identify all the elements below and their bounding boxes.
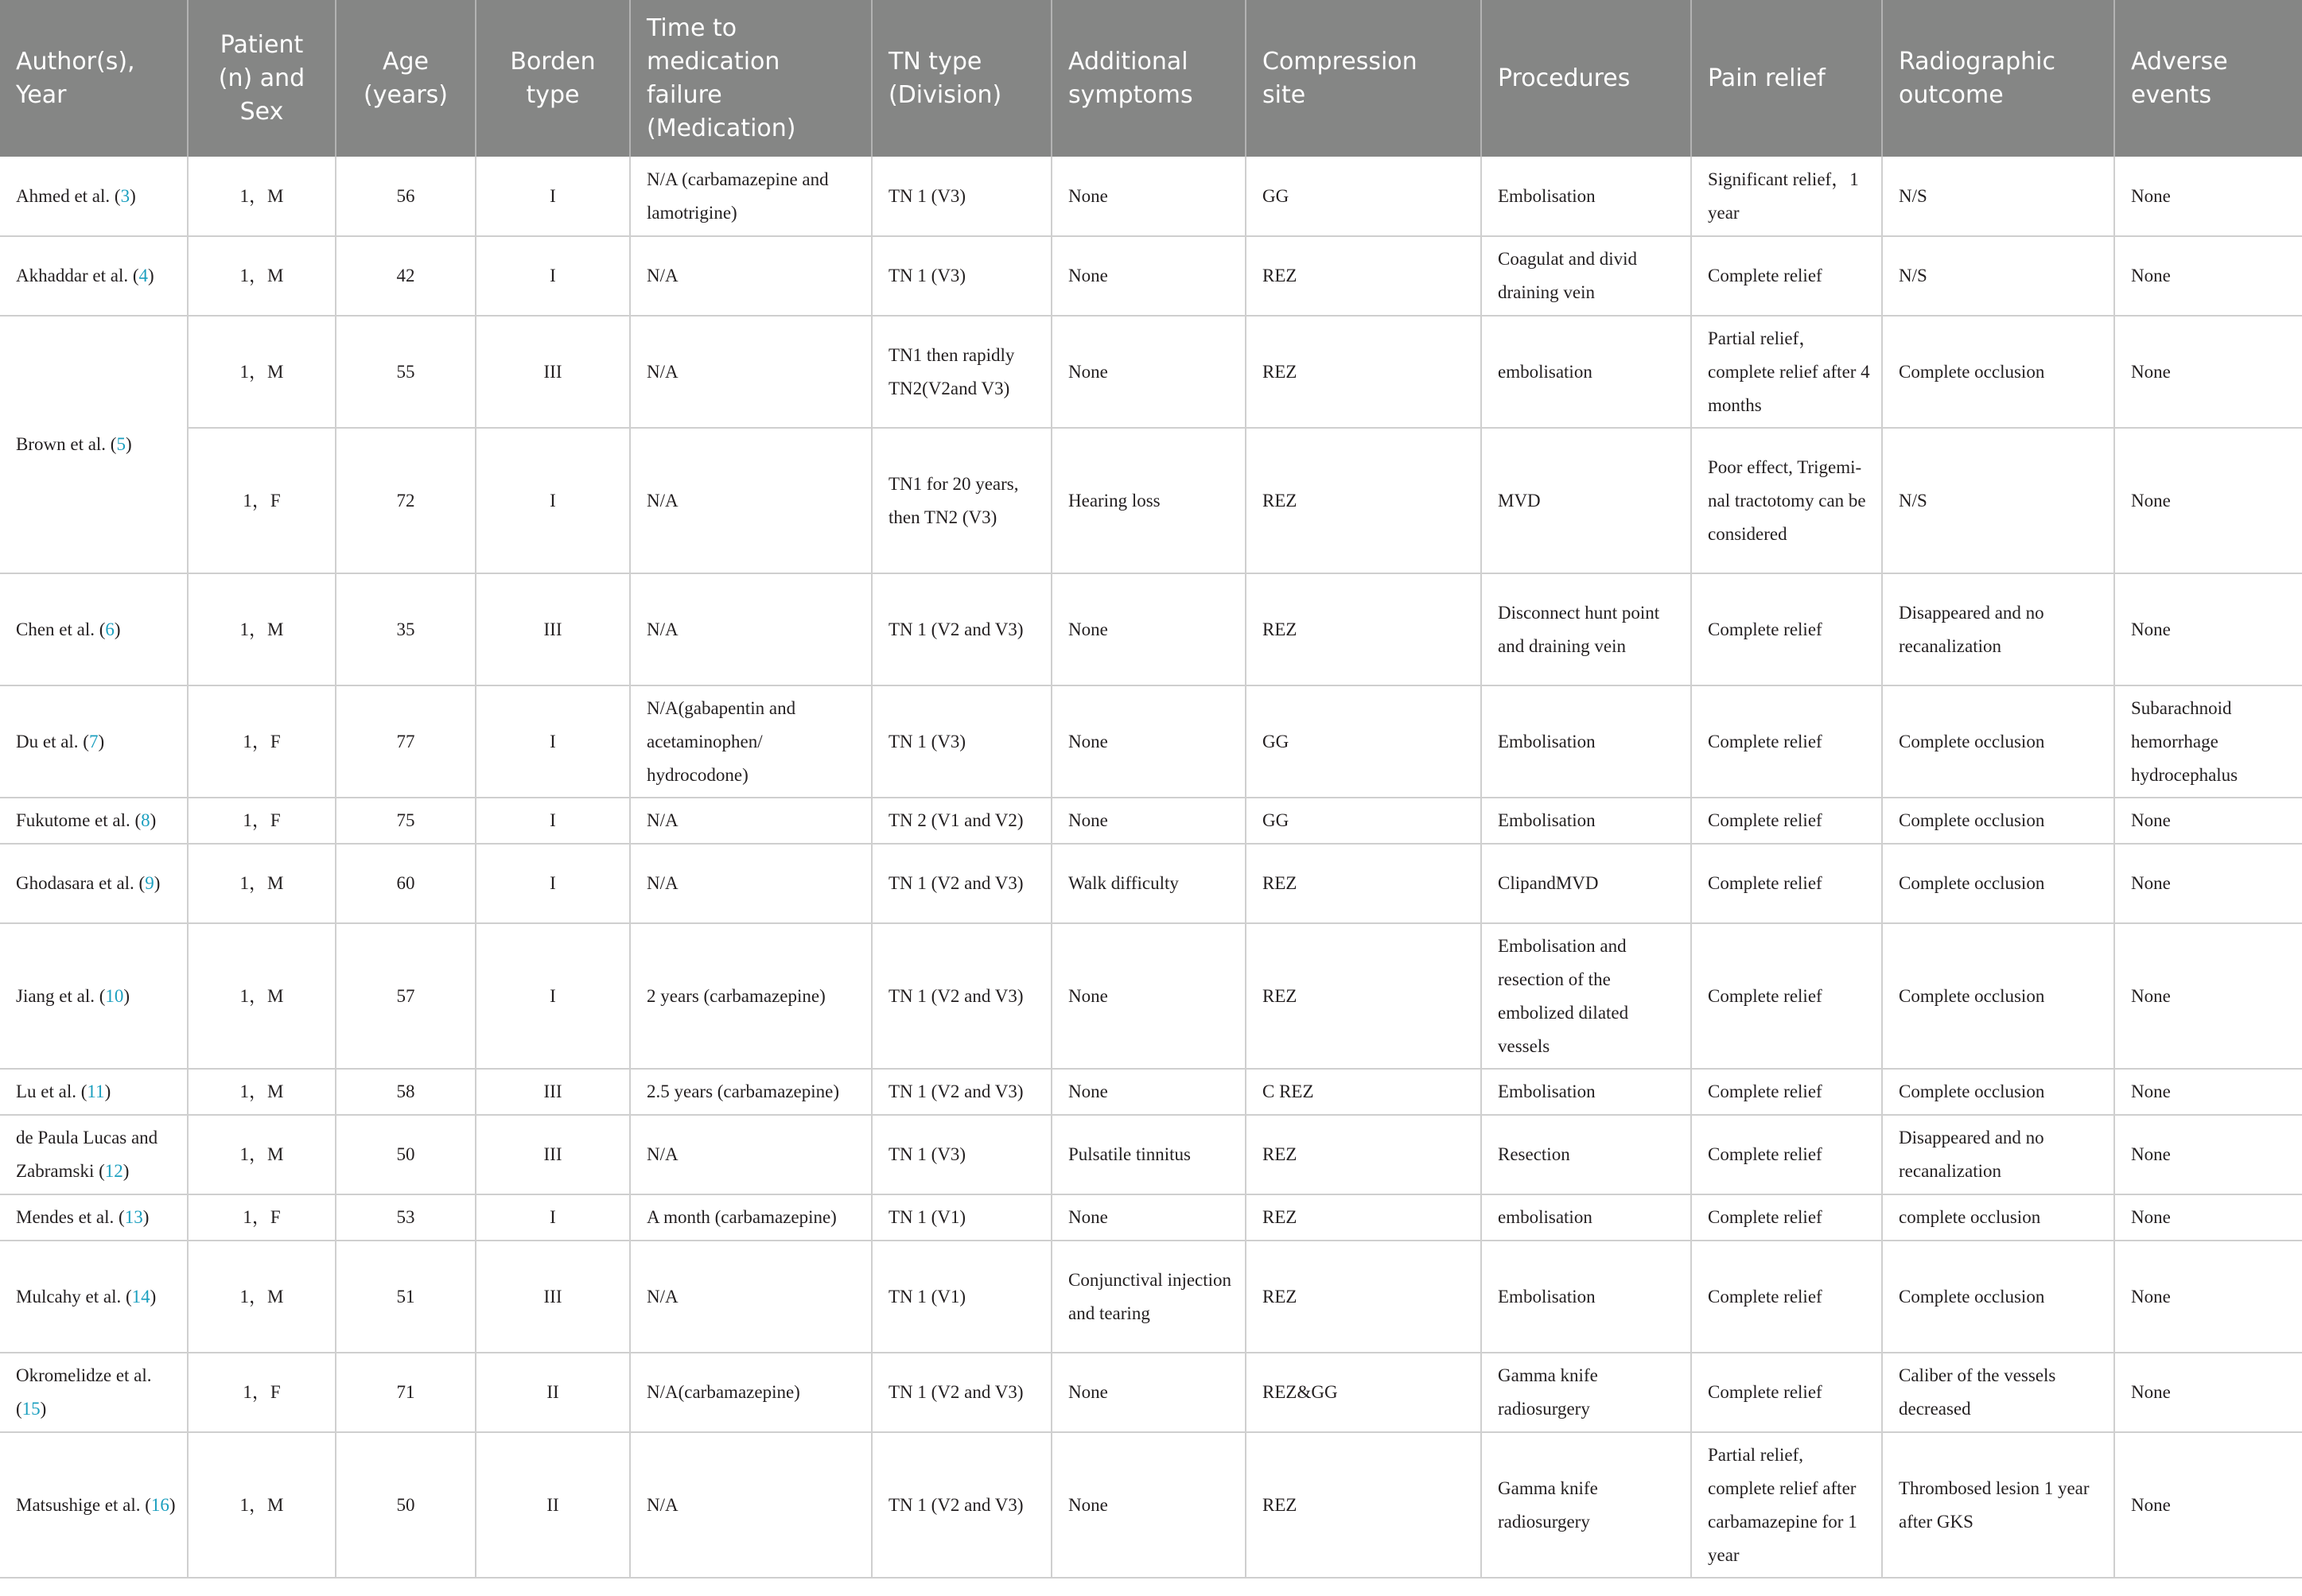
tn-cell: TN1 for 20 years, then TN2 (V3) [872, 428, 1052, 573]
author-cell [0, 1432, 188, 1578]
procedure-cell: Embolisation [1481, 157, 1691, 236]
age-cell: 50 [336, 1115, 476, 1194]
procedure-cell: ClipandMVD [1481, 844, 1691, 923]
author-name: Mendes et al. ( [16, 1207, 125, 1227]
procedure-cell: embolisation [1481, 316, 1691, 428]
pain-cell: Significant relief，1 year [1691, 157, 1882, 236]
author-paren: ) [130, 185, 136, 206]
table-row [0, 573, 2302, 685]
time-cell: N/A [630, 428, 872, 573]
author-paren: ) [148, 266, 154, 285]
adverse-cell: None [2114, 844, 2302, 923]
procedure-cell: MVD [1481, 428, 1691, 573]
patient-cell: 1，M [188, 1241, 336, 1353]
header-procedures-text: Procedures [1498, 64, 1631, 92]
tn-cell: TN 1 (V1) [872, 1194, 1052, 1241]
adverse-cell: None [2114, 1241, 2302, 1353]
reference-link[interactable]: 9 [145, 873, 154, 893]
time-cell: N/A [630, 844, 872, 923]
age-cell: 75 [336, 798, 476, 844]
header-radio-text: Radiographic outcome [1899, 47, 2055, 109]
tn-cell: TN 1 (V1) [872, 1241, 1052, 1353]
header-pain [1691, 0, 1882, 157]
pain-cell: Complete relief [1691, 798, 1882, 844]
pain-cell: Complete relief [1691, 685, 1882, 798]
procedure-cell: Embolisation [1481, 685, 1691, 798]
borden-cell: I [476, 844, 630, 923]
radio-cell: N/S [1882, 157, 2114, 236]
time-cell: N/A [630, 798, 872, 844]
borden-cell: III [476, 573, 630, 685]
table-row [0, 428, 2302, 573]
age-cell: 55 [336, 316, 476, 428]
symptoms-cell: None [1052, 1432, 1246, 1578]
symptoms-cell: None [1052, 316, 1246, 428]
site-cell: REZ [1246, 1432, 1481, 1578]
site-cell: REZ [1246, 428, 1481, 573]
time-cell: A month (carbamazepine) [630, 1194, 872, 1241]
tn-cell: TN 1 (V2 and V3) [872, 923, 1052, 1069]
symptoms-cell: None [1052, 685, 1246, 798]
author-name: Fukutome et al. ( [16, 810, 142, 830]
table-body [0, 157, 2302, 1578]
patient-cell: 1，M [188, 157, 336, 236]
site-cell: GG [1246, 798, 1481, 844]
borden-cell: III [476, 1115, 630, 1194]
age-cell: 72 [336, 428, 476, 573]
time-cell: 2 years (carbamazepine) [630, 923, 872, 1069]
adverse-cell: None [2114, 573, 2302, 685]
symptoms-cell: None [1052, 1194, 1246, 1241]
header-site-text: Compression site [1262, 47, 1417, 109]
radio-cell: Complete occlusion [1882, 798, 2114, 844]
tn-cell: TN 1 (V3) [872, 236, 1052, 316]
site-cell: REZ [1246, 316, 1481, 428]
pain-cell: Complete relief [1691, 923, 1882, 1069]
procedure-cell: Disconnect hunt point and draining vein [1481, 573, 1691, 685]
procedure-cell: Resection [1481, 1115, 1691, 1194]
time-cell: N/A(gabapentin and acetaminophen/ hydrocodone) [630, 685, 872, 798]
table-row [0, 316, 2302, 428]
radio-cell: Complete occlusion [1882, 1069, 2114, 1115]
symptoms-cell: None [1052, 1069, 1246, 1115]
author-name: Ghodasara et al. ( [16, 873, 146, 893]
age-cell: 35 [336, 573, 476, 685]
site-cell: REZ [1246, 1115, 1481, 1194]
table-row [0, 236, 2302, 316]
table-row [0, 1069, 2302, 1115]
age-cell: 57 [336, 923, 476, 1069]
tn-cell: TN 1 (V2 and V3) [872, 1432, 1052, 1578]
header-patient [188, 0, 336, 157]
table-row [0, 1194, 2302, 1241]
table-row [0, 157, 2302, 236]
header-adverse-text: Adverse events [2131, 47, 2228, 109]
author-name: Du et al. ( [16, 731, 89, 751]
author-paren: ) [122, 1161, 130, 1181]
symptoms-cell: None [1052, 157, 1246, 236]
site-cell: REZ [1246, 1241, 1481, 1353]
pain-cell: Complete relief [1691, 573, 1882, 685]
author-name: Jiang et al. ( [16, 985, 106, 1006]
tn-cell: TN 1 (V3) [872, 1115, 1052, 1194]
author-cell [0, 844, 188, 923]
adverse-cell: Subarachnoid hemorrhage hydrocephalus [2114, 685, 2302, 798]
procedure-cell: Gamma knife radiosurgery [1481, 1432, 1691, 1578]
reference-link[interactable]: 10 [105, 985, 124, 1006]
author-cell [0, 316, 188, 573]
site-cell: REZ [1246, 844, 1481, 923]
reference-link[interactable]: 15 [21, 1399, 41, 1419]
reference-link[interactable]: 16 [150, 1494, 169, 1515]
header-age [336, 0, 476, 157]
time-cell: N/A [630, 1432, 872, 1578]
time-cell: N/A [630, 573, 872, 685]
patient-cell: 1，M [188, 1432, 336, 1578]
pain-cell: Partial relief, complete relief after carbamazepine for 1 year [1691, 1432, 1882, 1578]
pain-cell: Complete relief [1691, 1194, 1882, 1241]
time-cell: N/A [630, 316, 872, 428]
header-row [0, 0, 2302, 157]
age-cell: 56 [336, 157, 476, 236]
age-cell: 51 [336, 1241, 476, 1353]
age-cell: 53 [336, 1194, 476, 1241]
reference-link[interactable]: 6 [105, 619, 115, 639]
author-paren: ) [125, 434, 132, 454]
table-row [0, 844, 2302, 923]
author-paren: ) [150, 1286, 157, 1307]
author-cell [0, 157, 188, 236]
header-site [1246, 0, 1481, 157]
table-row [0, 798, 2302, 844]
radio-cell: N/S [1882, 428, 2114, 573]
adverse-cell: None [2114, 236, 2302, 316]
symptoms-cell: Pulsatile tinnitus [1052, 1115, 1246, 1194]
author-cell [0, 1069, 188, 1115]
patient-cell: 1，F [188, 1353, 336, 1432]
header-author [0, 0, 188, 157]
patient-cell: 1，F [188, 685, 336, 798]
borden-cell: I [476, 685, 630, 798]
pain-cell: Complete relief [1691, 1353, 1882, 1432]
reference-link[interactable]: 5 [116, 434, 126, 454]
author-name: Brown et al. ( [16, 434, 117, 454]
patient-cell: 1，M [188, 1069, 336, 1115]
pain-cell: Complete relief [1691, 1069, 1882, 1115]
time-cell: N/A (carbamazepine and lamotrigine) [630, 157, 872, 236]
procedure-cell: Gamma knife radiosurgery [1481, 1353, 1691, 1432]
site-cell: REZ [1246, 923, 1481, 1069]
procedure-cell: Coagulat and divid draining vein [1481, 236, 1691, 316]
author-cell [0, 236, 188, 316]
site-cell: REZ [1246, 236, 1481, 316]
age-cell: 58 [336, 1069, 476, 1115]
header-radio [1882, 0, 2114, 157]
age-cell: 77 [336, 685, 476, 798]
procedure-cell: Embolisation and resection of the embolized dilated vessels [1481, 923, 1691, 1069]
table-row [0, 1241, 2302, 1353]
symptoms-cell: None [1052, 798, 1246, 844]
author-paren: ) [114, 619, 121, 639]
tn-cell: TN 1 (V2 and V3) [872, 844, 1052, 923]
pain-cell: Complete relief [1691, 1241, 1882, 1353]
author-cell [0, 1194, 188, 1241]
symptoms-cell: Conjunctival injection and tearing [1052, 1241, 1246, 1353]
author-name: Mulcahy et al. ( [16, 1286, 132, 1307]
adverse-cell: None [2114, 1069, 2302, 1115]
age-cell: 50 [336, 1432, 476, 1578]
tn-cell: TN 1 (V3) [872, 157, 1052, 236]
author-paren: ) [104, 1081, 111, 1101]
time-cell: N/A(carbamazepine) [630, 1353, 872, 1432]
site-cell: REZ [1246, 573, 1481, 685]
author-paren: ) [169, 1494, 176, 1515]
borden-cell: I [476, 236, 630, 316]
author-cell [0, 685, 188, 798]
patient-cell: 1，M [188, 573, 336, 685]
reference-link[interactable]: 3 [120, 185, 130, 206]
radio-cell: Disappeared and no recanalization [1882, 1115, 2114, 1194]
author-paren: ) [142, 1207, 150, 1227]
radio-cell: N/S [1882, 236, 2114, 316]
time-cell: 2.5 years (carbamazepine) [630, 1069, 872, 1115]
header-borden-text: Borden type [510, 47, 596, 109]
table-row [0, 923, 2302, 1069]
author-name: Okromelidze et al. ( [16, 1365, 152, 1419]
symptoms-cell: None [1052, 923, 1246, 1069]
reference-link[interactable]: 14 [131, 1286, 150, 1307]
tn-cell: TN 1 (V2 and V3) [872, 1353, 1052, 1432]
pain-cell: Poor effect, Trigemi- nal tractotomy can be considered [1691, 428, 1882, 573]
header-borden [476, 0, 630, 157]
tn-cell: TN 2 (V1 and V2) [872, 798, 1052, 844]
patient-cell: 1，F [188, 428, 336, 573]
patient-cell: 1，F [188, 1194, 336, 1241]
header-time [630, 0, 872, 157]
tn-cell: TN1 then rapidly TN2(V2and V3) [872, 316, 1052, 428]
author-name: de Paula Lucas and Zabramski ( [16, 1128, 158, 1181]
radio-cell: Complete occlusion [1882, 685, 2114, 798]
symptoms-cell: None [1052, 573, 1246, 685]
author-cell [0, 923, 188, 1069]
site-cell: C REZ [1246, 1069, 1481, 1115]
author-paren: ) [154, 873, 161, 893]
table-row [0, 1115, 2302, 1194]
radio-cell: Thrombosed lesion 1 year after GKS [1882, 1432, 2114, 1578]
pain-cell: Partial relief，complete relief after 4 months [1691, 316, 1882, 428]
age-cell: 42 [336, 236, 476, 316]
tn-cell: TN 1 (V3) [872, 685, 1052, 798]
header-tn [872, 0, 1052, 157]
borden-cell: I [476, 798, 630, 844]
author-name: Akhaddar et al. ( [16, 266, 139, 285]
header-tn-text: TN type (Division) [889, 47, 1002, 109]
adverse-cell: None [2114, 157, 2302, 236]
author-cell [0, 798, 188, 844]
symptoms-cell: None [1052, 1353, 1246, 1432]
site-cell: REZ&GG [1246, 1353, 1481, 1432]
borden-cell: I [476, 428, 630, 573]
pain-cell: Complete relief [1691, 844, 1882, 923]
borden-cell: III [476, 316, 630, 428]
patient-cell: 1，M [188, 844, 336, 923]
borden-cell: III [476, 1069, 630, 1115]
author-paren: ) [98, 731, 105, 751]
borden-cell: I [476, 923, 630, 1069]
adverse-cell: None [2114, 798, 2302, 844]
header-symptoms-text: Additional symptoms [1068, 47, 1193, 109]
adverse-cell: None [2114, 1194, 2302, 1241]
symptoms-cell: Hearing loss [1052, 428, 1246, 573]
patient-cell: 1，M [188, 236, 336, 316]
symptoms-cell: Walk difficulty [1052, 844, 1246, 923]
borden-cell: I [476, 157, 630, 236]
radio-cell: Complete occlusion [1882, 844, 2114, 923]
header-procedures [1481, 0, 1691, 157]
adverse-cell: None [2114, 1115, 2302, 1194]
radio-cell: Disappeared and no recanalization [1882, 573, 2114, 685]
radio-cell: Caliber of the vessels decreased [1882, 1353, 2114, 1432]
pain-cell: Complete relief [1691, 236, 1882, 316]
reference-link[interactable]: 7 [88, 731, 99, 751]
radio-cell: Complete occlusion [1882, 1241, 2114, 1353]
time-cell: N/A [630, 236, 872, 316]
author-name: Matsushige et al. ( [16, 1494, 151, 1515]
radio-cell: Complete occlusion [1882, 923, 2114, 1069]
borden-cell: II [476, 1432, 630, 1578]
adverse-cell: None [2114, 316, 2302, 428]
patient-cell: 1，F [188, 798, 336, 844]
header-time-text: Time to medication failure (Medication) [647, 14, 796, 142]
radio-cell: Complete occlusion [1882, 316, 2114, 428]
author-cell [0, 1241, 188, 1353]
pain-cell: Complete relief [1691, 1115, 1882, 1194]
reference-link[interactable]: 12 [104, 1161, 123, 1181]
age-cell: 60 [336, 844, 476, 923]
table-row [0, 685, 2302, 798]
time-cell: N/A [630, 1241, 872, 1353]
adverse-cell: None [2114, 1353, 2302, 1432]
author-cell [0, 1353, 188, 1432]
author-name: Chen et al. ( [16, 619, 106, 639]
borden-cell: I [476, 1194, 630, 1241]
symptoms-cell: None [1052, 236, 1246, 316]
reference-link[interactable]: 11 [87, 1081, 105, 1101]
site-cell: REZ [1246, 1194, 1481, 1241]
author-cell [0, 573, 188, 685]
reference-link[interactable]: 8 [141, 810, 150, 830]
adverse-cell: None [2114, 923, 2302, 1069]
tn-cell: TN 1 (V2 and V3) [872, 573, 1052, 685]
author-name: Lu et al. ( [16, 1081, 87, 1101]
author-paren: ) [150, 810, 157, 830]
time-cell: N/A [630, 1115, 872, 1194]
header-pain-text: Pain relief [1708, 64, 1826, 92]
borden-cell: II [476, 1353, 630, 1432]
author-cell [0, 1115, 188, 1194]
author-name: Ahmed et al. ( [16, 185, 121, 206]
procedure-cell: embolisation [1481, 1194, 1691, 1241]
site-cell: GG [1246, 157, 1481, 236]
radio-cell: complete occlusion [1882, 1194, 2114, 1241]
reference-link[interactable]: 13 [124, 1207, 143, 1227]
header-symptoms [1052, 0, 1246, 157]
patient-cell: 1，M [188, 923, 336, 1069]
table-row [0, 1353, 2302, 1432]
procedure-cell: Embolisation [1481, 1069, 1691, 1115]
table-row [0, 1432, 2302, 1578]
patient-cell: 1，M [188, 316, 336, 428]
procedure-cell: Embolisation [1481, 1241, 1691, 1353]
age-cell: 71 [336, 1353, 476, 1432]
header-age-text: Age (years) [364, 47, 448, 109]
adverse-cell: None [2114, 428, 2302, 573]
adverse-cell: None [2114, 1432, 2302, 1578]
borden-cell: III [476, 1241, 630, 1353]
site-cell: GG [1246, 685, 1481, 798]
patient-cell: 1，M [188, 1115, 336, 1194]
author-paren: ) [40, 1399, 47, 1419]
tn-cell: TN 1 (V2 and V3) [872, 1069, 1052, 1115]
reference-link[interactable]: 4 [138, 266, 149, 285]
header-patient-text: Patient (n) and Sex [218, 30, 305, 126]
author-paren: ) [123, 985, 130, 1006]
header-author-text: Author(s), Year [16, 47, 135, 109]
header-adverse [2114, 0, 2302, 157]
procedure-cell: Embolisation [1481, 798, 1691, 844]
